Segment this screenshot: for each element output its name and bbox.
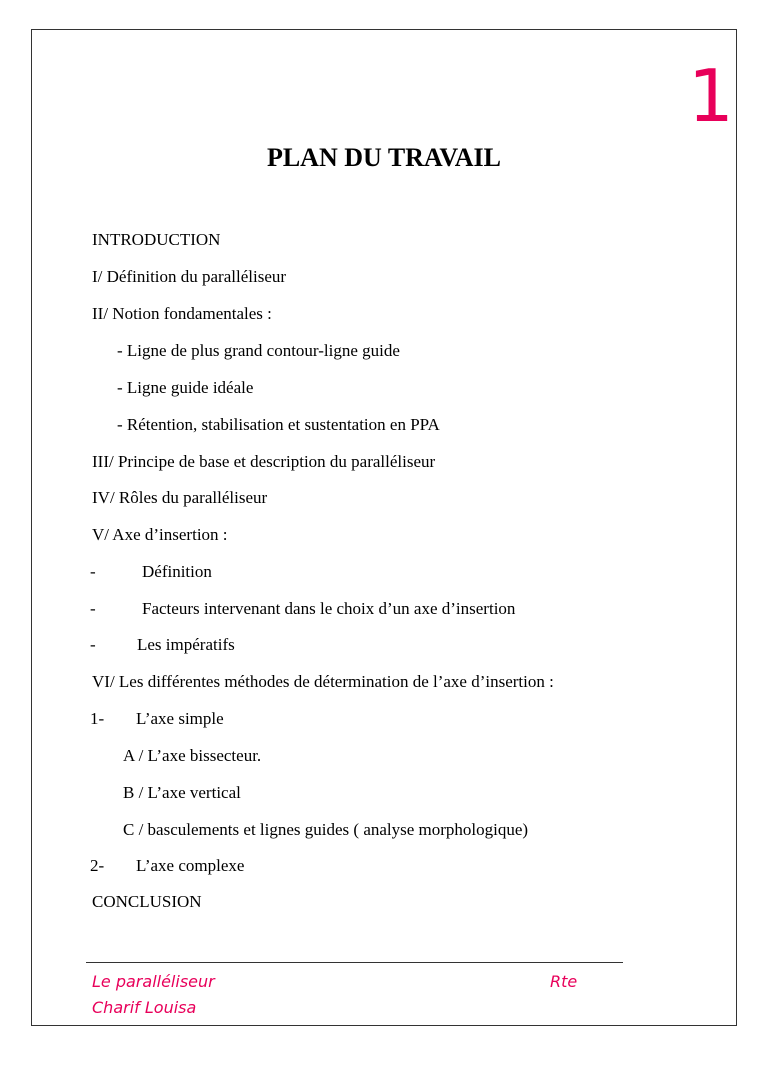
toc-conclusion: CONCLUSION <box>92 892 202 911</box>
footer-label-rte: Rte <box>550 972 578 991</box>
list-dash: - <box>90 635 96 654</box>
toc-section-5-item: Définition <box>142 562 212 581</box>
page-title: PLAN DU TRAVAIL <box>266 143 502 172</box>
toc-introduction: INTRODUCTION <box>92 230 221 249</box>
page-number: 1 <box>688 54 734 138</box>
toc-section-6-1-item: C / basculements et lignes guides ( analyse morphologique) <box>123 820 529 839</box>
toc-section-6-1: L’axe simple <box>136 709 224 728</box>
footer-document-title: Le paralléliseur <box>92 972 215 991</box>
toc-section-3: III/ Principe de base et description du paralléliseur <box>92 452 436 471</box>
toc-section-1: I/ Définition du paralléliseur <box>92 267 287 286</box>
toc-section-6-2: L’axe complexe <box>136 856 245 875</box>
toc-section-5-item: Facteurs intervenant dans le choix d’un axe d’insertion <box>142 599 516 618</box>
toc-section-6-1-item: A / L’axe bissecteur. <box>123 746 262 765</box>
list-dash: - <box>90 562 96 581</box>
toc-section-2: II/ Notion fondamentales : <box>92 304 272 323</box>
toc-section-2-item: - Rétention, stabilisation et sustentation en PPA <box>117 415 440 434</box>
toc-section-6: VI/ Les différentes méthodes de détermination de l’axe d’insertion : <box>92 672 554 691</box>
toc-section-2-item: - Ligne de plus grand contour-ligne guide <box>117 341 400 360</box>
toc-section-4: IV/ Rôles du paralléliseur <box>92 488 268 507</box>
toc-section-2-item: - Ligne guide idéale <box>117 378 254 397</box>
list-number: 1- <box>90 709 105 728</box>
footer-author: Charif Louisa <box>92 998 197 1017</box>
list-dash: - <box>90 599 96 618</box>
list-number: 2- <box>90 856 105 875</box>
footer-divider <box>86 962 623 963</box>
toc-section-5: V/ Axe d’insertion : <box>92 525 228 544</box>
toc-section-5-item: Les impératifs <box>137 635 235 654</box>
toc-section-6-1-item: B / L’axe vertical <box>123 783 241 802</box>
